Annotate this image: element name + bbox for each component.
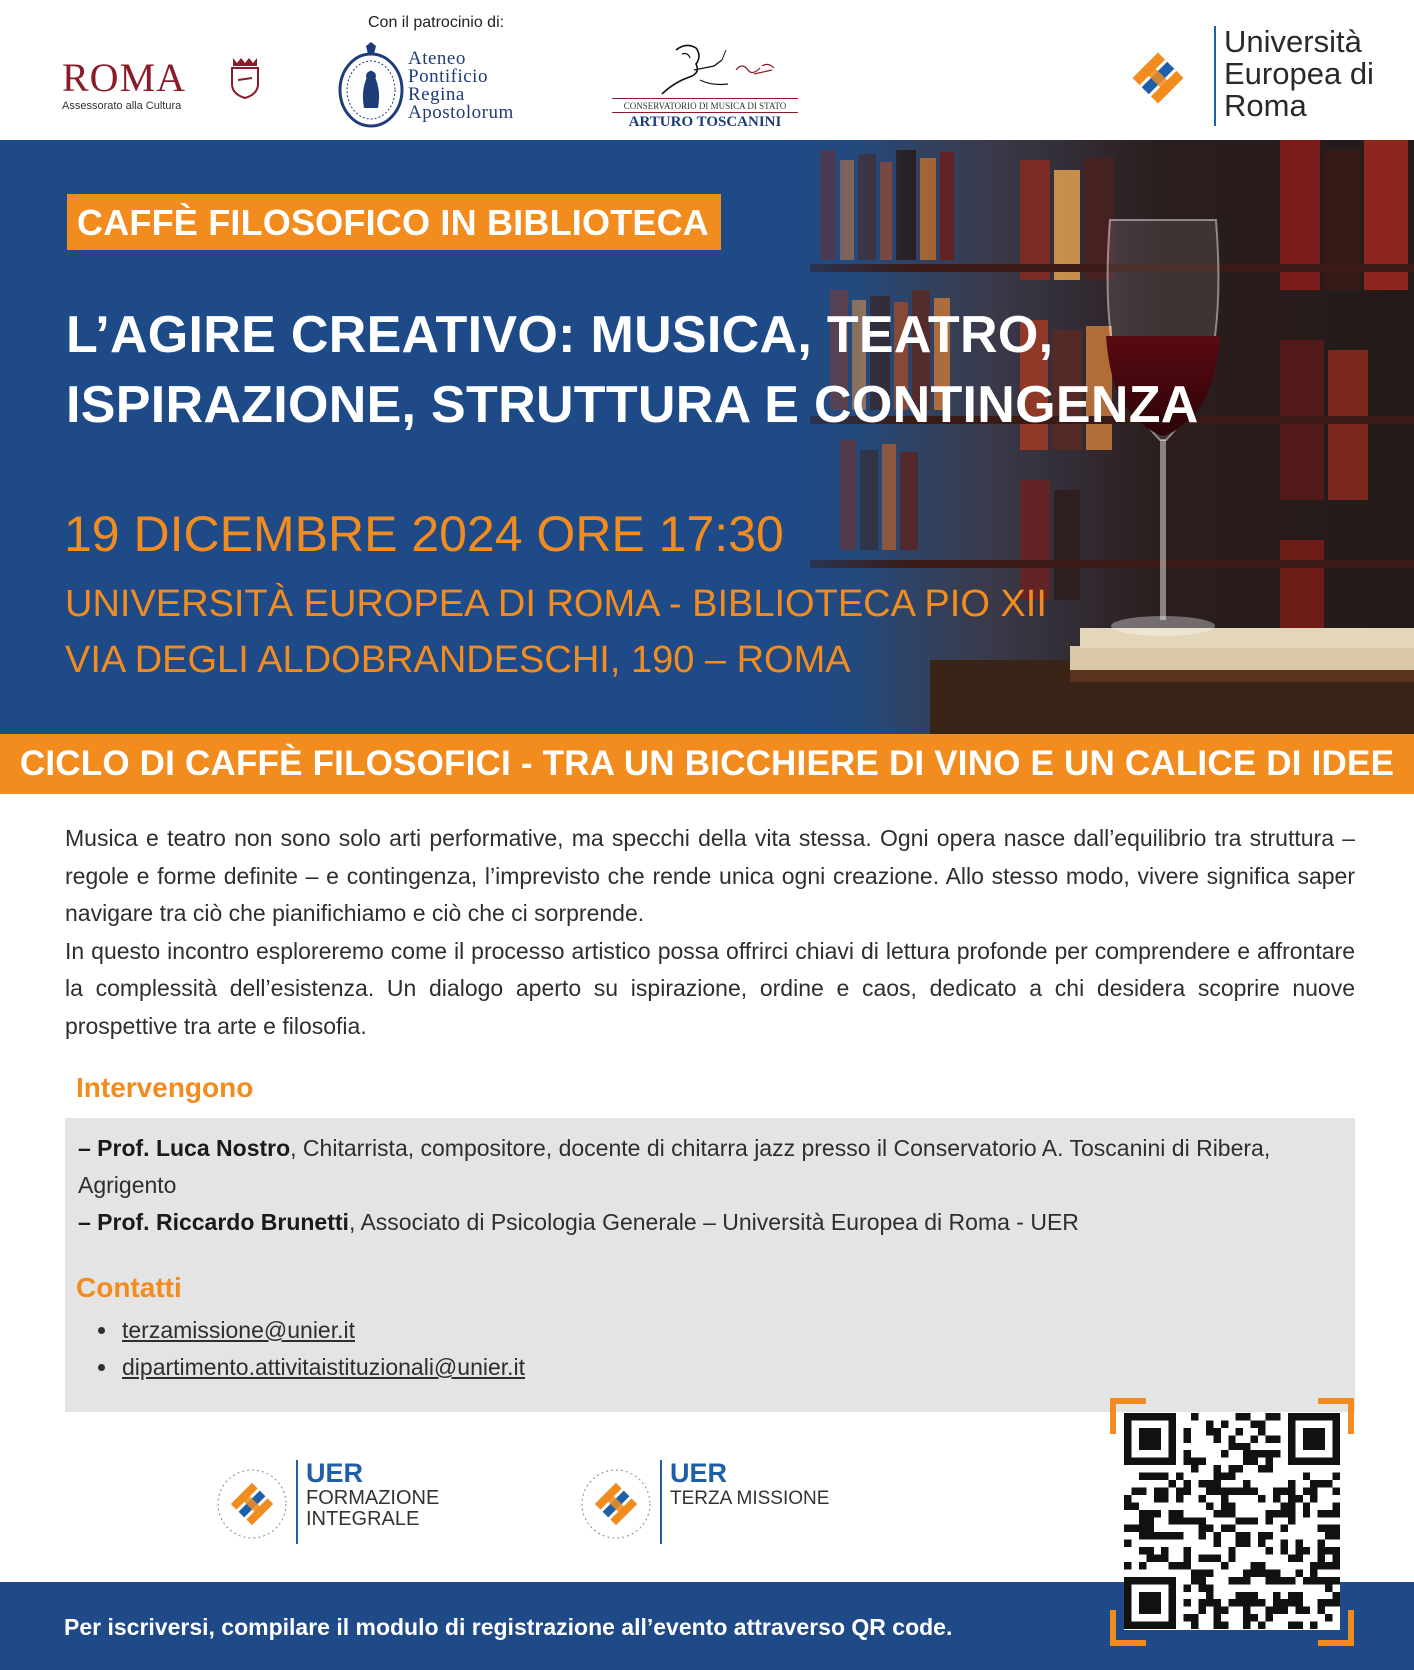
event-location: UNIVERSITÀ EUROPEA DI ROMA - BIBLIOTECA PIO XII VIA DEGLI ALDOBRANDESCHI, 190 – ROMA [65, 583, 1047, 681]
conservatorio-line1: CONSERVATORIO DI MUSICA DI STATO [612, 98, 798, 111]
contacts-heading: Contatti [76, 1272, 182, 1303]
speakers-heading: Intervengono [76, 1072, 254, 1103]
description-paragraph: In questo incontro esploreremo come il processo artistico possa offrirci chiavi di lettura profonde per comprendere e affrontare la complessità dell’esistenza. Un dialogo aperto su ispirazione, ordine e caos, dedicato a chi desidera scoprire nuove prospettive tra arte e filosofia. [65, 937, 1355, 1039]
uer-terza-missione-logo: UER TERZA MISSIONE [576, 1456, 806, 1552]
qr-finder-center [1139, 1592, 1161, 1614]
description-paragraph: Musica e teatro non sono solo arti performative, ma specchi della vita stessa. Ogni opera nasce dall’equilibrio tra struttura – regole e forme definite – e contingenza, l’imprevisto che rende unica ogni creazione. Allo stesso modo, vivere significa saper navigare tra ciò che pianifichiamo e ciò che ci sorprende. [65, 825, 1355, 926]
speakers-list [78, 1130, 1348, 1241]
ateneo-name: Ateneo Pontificio Regina Apostolorum [408, 48, 514, 123]
uer-seal-icon [212, 1456, 292, 1550]
speaker-item [78, 1204, 1348, 1241]
speaker-item [78, 1130, 1348, 1204]
speaker-role: , Associato di Psicologia Generale – Università Europea di Roma - UER [348, 1209, 1079, 1235]
patrocinio-label: Con il patrocinio di: [368, 14, 505, 31]
event-title: L’AGIRE CREATIVO: MUSICA, TEATRO, ISPIRAZIONE, STRUTTURA E CONTINGENZA [66, 306, 1199, 434]
toscanini-portrait-icon [642, 40, 792, 96]
uer-seal-icon [576, 1456, 656, 1550]
speaker-role: , Chitarrista, compositore, docente di chitarra jazz presso il Conservatorio A. Toscanini di Ribera, Agrigento [78, 1135, 1271, 1198]
email-link-terzamissione[interactable]: terzamissione@unier.it [122, 1317, 355, 1343]
uer-divider [1214, 26, 1216, 126]
logo-divider [296, 1460, 298, 1544]
speaker-name: – Prof. Luca Nostro [78, 1135, 291, 1161]
event-series-tag: CAFFÈ FILOSOFICO IN BIBLIOTECA [67, 194, 721, 250]
contacts-list [96, 1312, 525, 1386]
roma-logo [62, 55, 187, 112]
qr-finder-center [1139, 1428, 1161, 1450]
roma-subtitle: Assessorato alla Cultura [62, 100, 182, 112]
conservatorio-line2: ARTURO TOSCANINI [612, 112, 798, 131]
speaker-name: – Prof. Riccardo Brunetti [78, 1209, 349, 1235]
uer-wordmark: Università Europea di Roma [1224, 24, 1374, 123]
registration-instructions: Per iscriversi, compilare il modulo di registrazione all’evento attraverso QR code. [64, 1614, 953, 1640]
cycle-banner: CICLO DI CAFFÈ FILOSOFICI - TRA UN BICCHIERE DI VINO E UN CALICE DI IDEE [0, 734, 1414, 794]
uer-seal-icon [1110, 22, 1206, 128]
email-link-dipartimento[interactable]: dipartimento.attivitaistituzionali@unier.it [122, 1354, 526, 1380]
qr-code-frame[interactable] [1110, 1398, 1354, 1646]
uer-logo [1110, 22, 1380, 132]
event-description [65, 820, 1355, 1045]
qr-code[interactable] [1124, 1412, 1340, 1630]
logo-divider [660, 1460, 662, 1544]
hero-banner [0, 140, 1414, 734]
qr-finder-center [1303, 1428, 1325, 1450]
uer-formazione-logo: UER FORMAZIONE INTEGRALE [212, 1456, 442, 1552]
contact-item [96, 1312, 525, 1349]
header-logos [0, 0, 1414, 140]
ateneo-seal-icon [336, 42, 406, 130]
conservatorio-logo [612, 40, 798, 130]
event-date: 19 DICEMBRE 2024 ORE 17:30 [64, 506, 784, 562]
contact-item [96, 1349, 525, 1386]
qr-code-icon [1124, 1412, 1340, 1630]
roma-crest-icon [228, 56, 262, 100]
roma-wordmark: ROMA [62, 55, 187, 100]
